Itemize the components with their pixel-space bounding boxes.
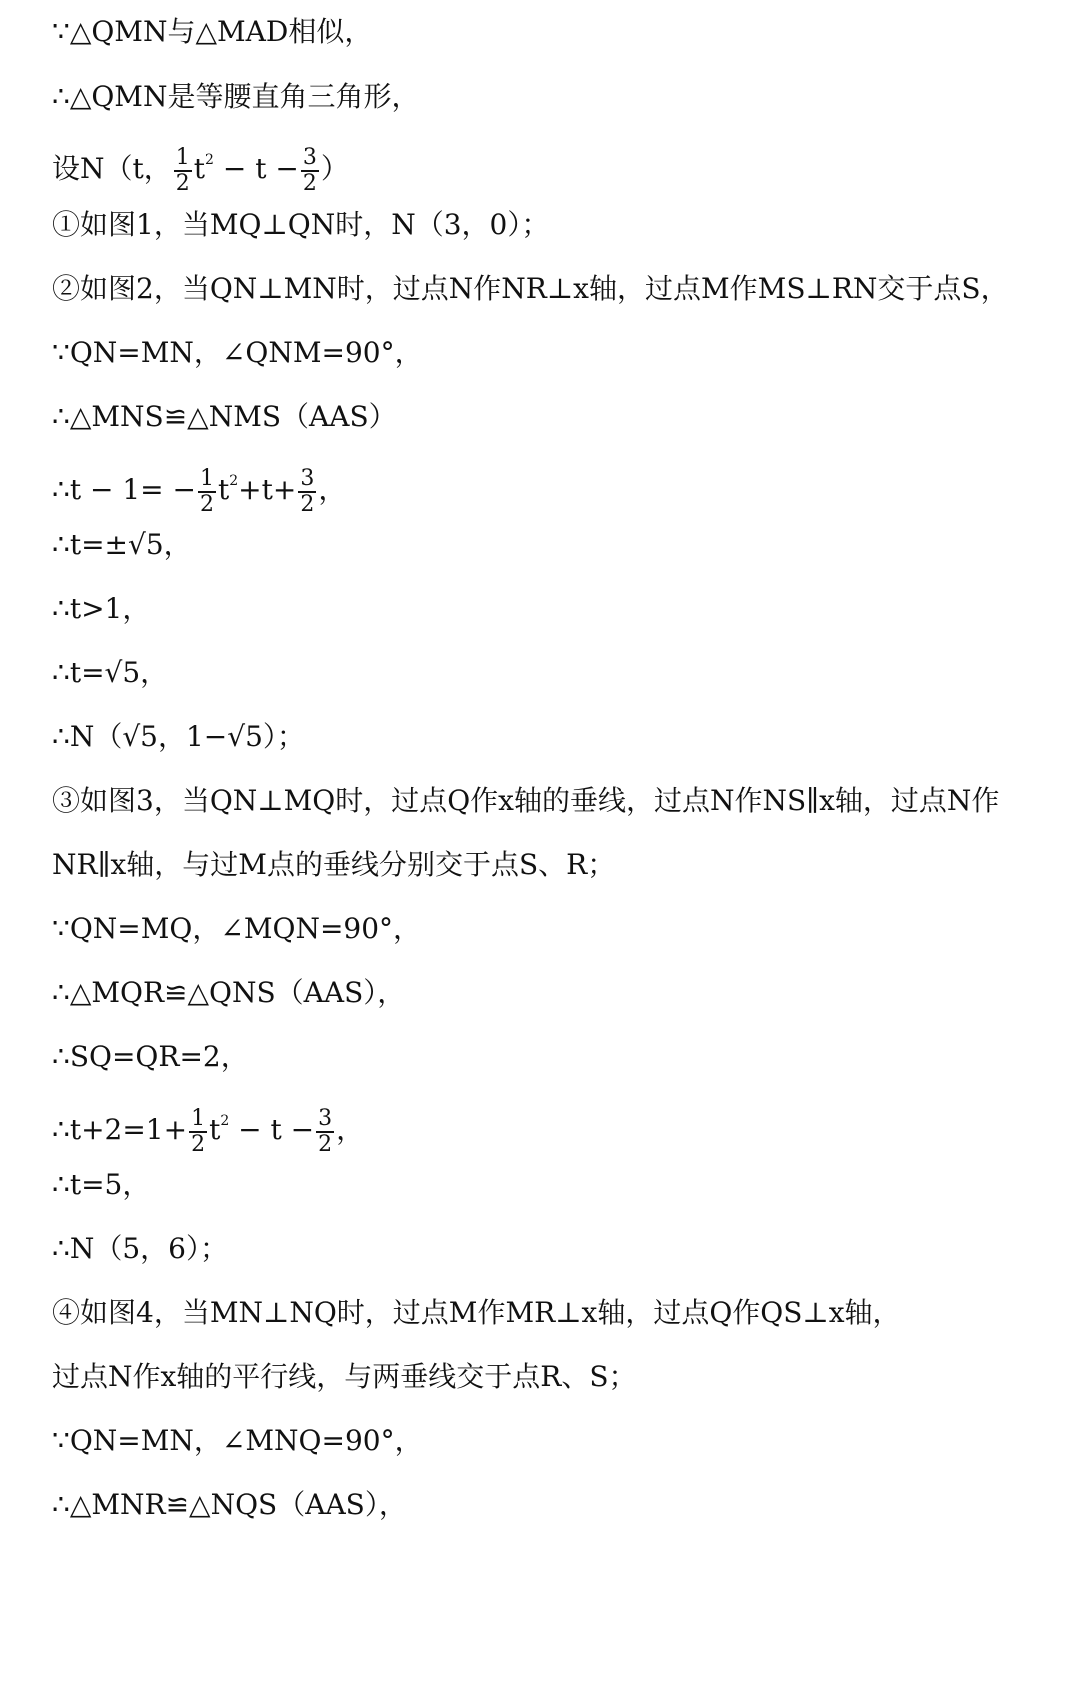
formula-1-frac-a-numerator: 1	[175, 144, 190, 170]
formula-1-prefix: 设N（t，	[52, 152, 172, 185]
text-line-22: 过点N作x轴的平行线，与两垂线交于点R、S；	[52, 1360, 637, 1393]
formula-line-1	[52, 136, 349, 196]
formula-3-prefix: ∴t+2=1+	[52, 1113, 188, 1146]
text-line-5: ②如图2，当QN⊥MN时，过点N作NR⊥x轴，过点M作MS⊥RN交于点S，	[52, 272, 1009, 305]
formula-line-2	[52, 457, 347, 517]
formula-3-frac-b-numerator: 3	[318, 1105, 333, 1131]
formula-2-middle: +t+	[238, 473, 297, 506]
formula-3-exponent: 2	[220, 1113, 230, 1129]
formula-3-suffix: ，	[336, 1113, 365, 1146]
text-line-19: ∴t=5，	[52, 1168, 151, 1201]
text-line-14: NR∥x轴，与过M点的垂线分别交于点S、R；	[52, 848, 616, 881]
formula-1-frac-b-denominator: 2	[302, 170, 317, 196]
text-line-2: ∴△QMN是等腰直角三角形，	[52, 80, 420, 113]
text-line-6: ∵QN=MN，∠QNM=90°，	[52, 336, 423, 369]
text-line-17: ∴SQ=QR=2，	[52, 1040, 249, 1073]
formula-1-fraction-b	[301, 146, 319, 196]
text-line-10: ∴t>1，	[52, 592, 151, 625]
text-line-24: ∴△MNR≌△NQS（AAS），	[52, 1488, 407, 1521]
text-line-20: ∴N（5，6）；	[52, 1232, 228, 1265]
formula-2-suffix: ，	[318, 473, 347, 506]
formula-3-variable: t	[209, 1113, 221, 1146]
formula-1-frac-b-numerator: 3	[302, 144, 317, 170]
formula-2-fraction-b	[298, 467, 316, 517]
formula-3-frac-a-denominator: 2	[191, 1131, 206, 1157]
text-line-16: ∴△MQR≌△QNS（AAS），	[52, 976, 406, 1009]
formula-1-fraction-a	[174, 146, 192, 196]
formula-3-frac-b-denominator: 2	[318, 1131, 333, 1157]
text-line-23: ∵QN=MN，∠MNQ=90°，	[52, 1424, 423, 1457]
text-line-12: ∴N（√5，1−√5）；	[52, 720, 305, 753]
formula-3-frac-a-numerator: 1	[191, 1105, 206, 1131]
formula-2-frac-a-numerator: 1	[199, 465, 214, 491]
formula-2-frac-b-numerator: 3	[300, 465, 315, 491]
formula-2-fraction-a	[198, 467, 216, 517]
text-line-13: ③如图3，当QN⊥MQ时，过点Q作x轴的垂线，过点N作NS∥x轴，过点N作	[52, 784, 1000, 817]
formula-3-middle: − t −	[229, 1113, 315, 1146]
text-line-21: ④如图4，当MN⊥NQ时，过点M作MR⊥x轴，过点Q作QS⊥x轴，	[52, 1296, 901, 1329]
formula-2-prefix: ∴t − 1= −	[52, 473, 196, 506]
formula-2-variable: t	[217, 473, 230, 506]
formula-2-frac-a-denominator: 2	[199, 491, 214, 517]
text-line-1: ∵△QMN与△MAD相似，	[52, 15, 373, 48]
formula-1-exponent: 2	[205, 152, 214, 168]
formula-2-exponent: 2	[229, 473, 239, 489]
text-line-7: ∴△MNS≌△NMS（AAS）	[52, 400, 397, 433]
formula-1-suffix: ）	[320, 152, 349, 185]
formula-2-frac-b-denominator: 2	[300, 491, 315, 517]
formula-1-middle: − t −	[213, 152, 299, 185]
text-line-11: ∴t=√5，	[52, 656, 169, 689]
text-line-4: ①如图1，当MQ⊥QN时，N（3，0）；	[52, 208, 550, 241]
formula-line-3	[52, 1097, 365, 1157]
formula-1-frac-a-denominator: 2	[175, 170, 190, 196]
formula-1-variable: t	[193, 152, 206, 185]
text-line-15: ∵QN=MQ，∠MQN=90°，	[52, 912, 422, 945]
formula-3-fraction-b	[316, 1107, 334, 1157]
formula-3-fraction-a	[189, 1107, 207, 1157]
text-line-9: ∴t=±√5，	[52, 528, 192, 561]
